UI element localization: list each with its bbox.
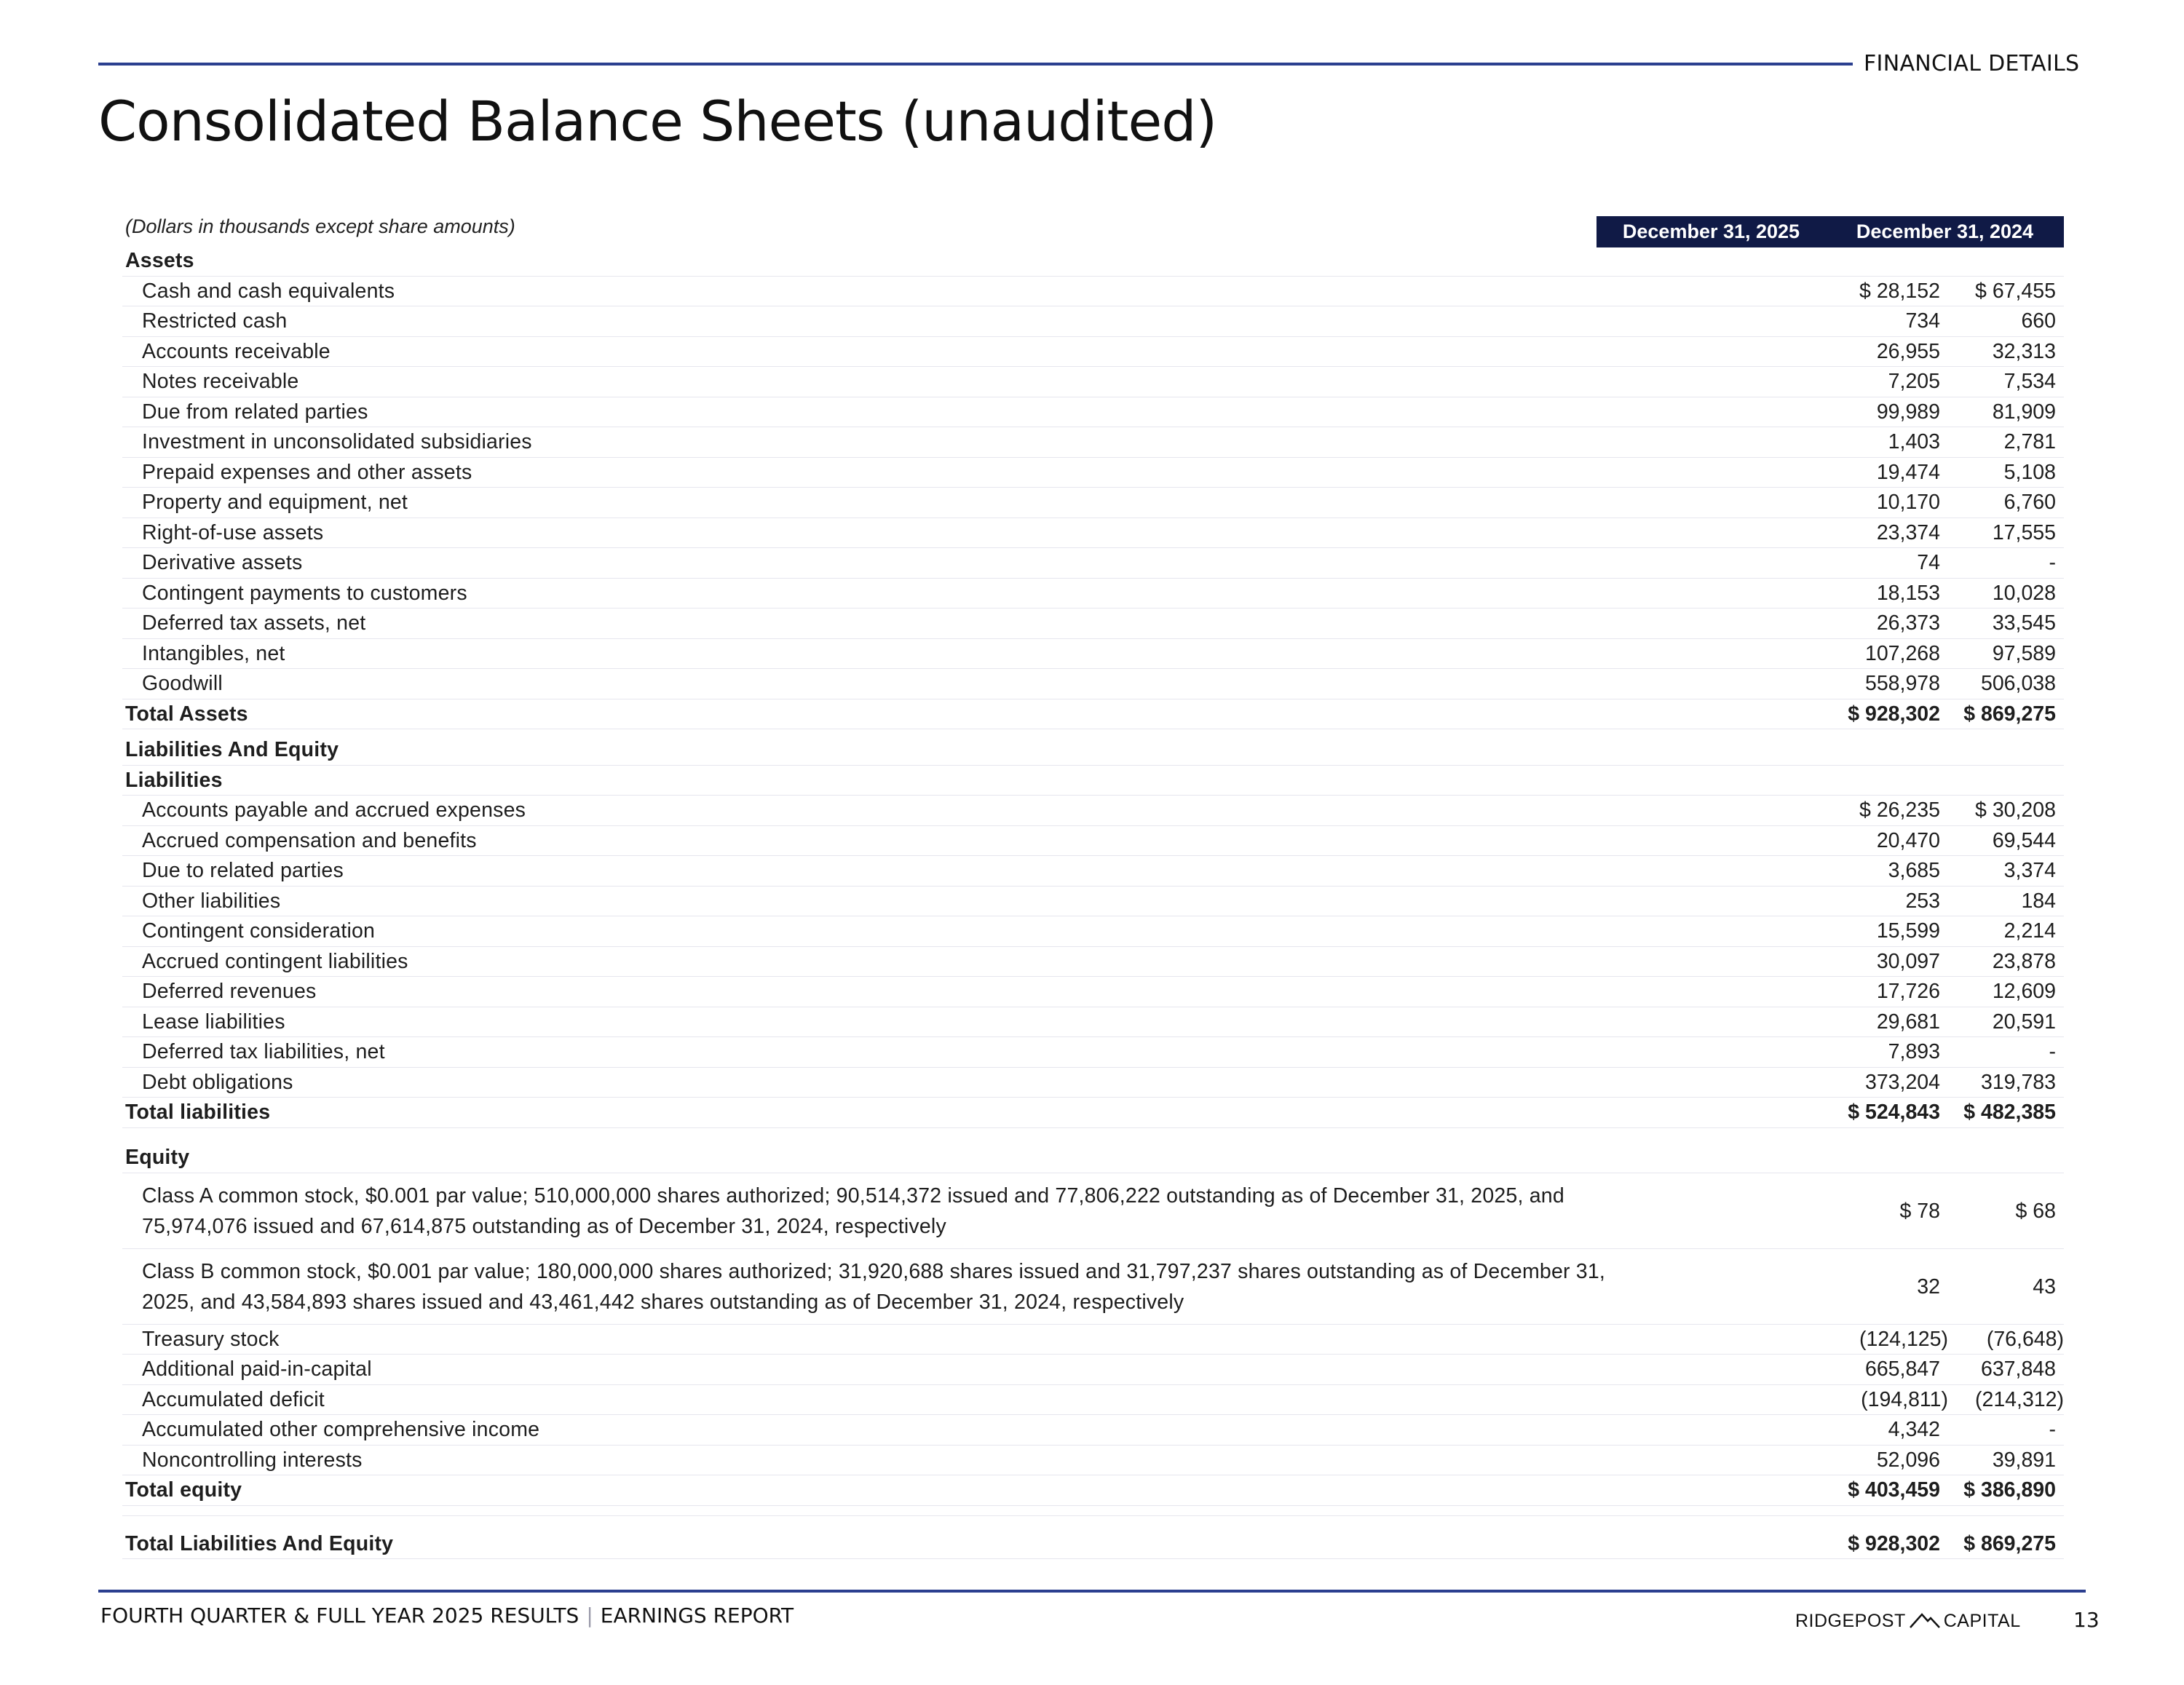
- table-row: [122, 856, 2064, 887]
- value-2025: 23,374: [1876, 520, 1940, 544]
- table-row: [122, 518, 2064, 549]
- value-2025: 7,893: [1888, 1040, 1940, 1063]
- grand-total-label: Total Liabilities And Equity: [125, 1531, 394, 1555]
- class-a-row: [122, 1173, 2064, 1249]
- liabilities-table: [122, 735, 2064, 1128]
- value-2025: 107,268: [1864, 641, 1940, 665]
- table-row: [122, 1415, 2064, 1446]
- brand-logo: [1795, 1611, 2021, 1634]
- value-2025: 253: [1905, 889, 1940, 913]
- value-2024: 3,374: [2003, 859, 2056, 882]
- row-label: Accumulated other comprehensive income: [142, 1418, 540, 1441]
- value-2025: 373,204: [1864, 1070, 1940, 1094]
- value-2024: 12,609: [1992, 980, 2056, 1003]
- row-label: Contingent consideration: [142, 919, 376, 943]
- footer-report: FOURTH QUARTER & FULL YEAR 2025 RESULTS: [100, 1603, 579, 1627]
- row-label: Investment in unconsolidated subsidiaries: [142, 430, 532, 453]
- total-assets-2024: $ 869,275: [1963, 702, 2056, 726]
- row-label: Noncontrolling interests: [142, 1448, 363, 1472]
- value-2025: 52,096: [1876, 1448, 1940, 1472]
- bottom-divider: [98, 1590, 2086, 1593]
- value-2025: 26,955: [1876, 339, 1940, 363]
- total-assets-label: Total Assets: [125, 702, 248, 726]
- table-row: [122, 1385, 2064, 1416]
- total-liabilities-label: Total liabilities: [125, 1101, 271, 1124]
- value-2024: (76,648): [1986, 1327, 2064, 1351]
- value-2025: $ 28,152: [1859, 279, 1940, 303]
- total-assets-2025: $ 928,302: [1848, 702, 1940, 726]
- value-2024: 17,555: [1992, 520, 2056, 544]
- value-2024: $ 30,208: [1975, 798, 2056, 822]
- page-title: Consolidated Balance Sheets (unaudited): [98, 89, 1217, 154]
- value-2024: 660: [2021, 309, 2056, 333]
- total-liabilities-row: [122, 1098, 2064, 1128]
- value-2025: (124,125): [1859, 1327, 1948, 1351]
- table-row: [122, 1446, 2064, 1476]
- value-2025: 74: [1917, 551, 1940, 574]
- class-b-2025: 32: [1917, 1274, 1940, 1299]
- value-2024: -: [2049, 1418, 2056, 1441]
- row-label: Intangibles, net: [142, 641, 285, 665]
- section-label: FINANCIAL DETAILS: [1864, 51, 2080, 76]
- value-2025: 665,847: [1864, 1357, 1940, 1381]
- table-row: [122, 548, 2064, 579]
- liabilities-equity-heading-row: [122, 735, 2064, 766]
- class-a-2025: $ 78: [1899, 1199, 1940, 1223]
- row-label: Accrued compensation and benefits: [142, 828, 477, 852]
- row-label: Deferred revenues: [142, 980, 317, 1003]
- value-2024: 32,313: [1992, 339, 2056, 363]
- total-equity-label: Total equity: [125, 1478, 242, 1502]
- table-row: [122, 1068, 2064, 1098]
- liabilities-heading: Liabilities: [125, 768, 223, 792]
- class-a-label: Class A common stock, $0.001 par value; 510,000,000 shares authorized; 90,514,372 issued and 77,806,222 outstanding as of December 31, 2025, and 75,974,076 issued and 67,614,875 outstanding as of December 31, 2024, respectively: [142, 1184, 1564, 1238]
- value-2025: $ 26,235: [1859, 798, 1940, 822]
- value-2024: -: [2049, 551, 2056, 574]
- table-row: [122, 427, 2064, 458]
- table-row: [122, 1037, 2064, 1068]
- row-label: Cash and cash equivalents: [142, 279, 395, 303]
- table-row: [122, 397, 2064, 428]
- value-2025: 99,989: [1876, 400, 1940, 424]
- page-number: 13: [2073, 1608, 2100, 1632]
- row-label: Additional paid-in-capital: [142, 1357, 372, 1381]
- class-b-label: Class B common stock, $0.001 par value; 180,000,000 shares authorized; 31,920,688 shares issued and 31,797,237 shares outstanding as of December 31, 2025, and 43,584,893 shares issued and 43,461,442 shares outstanding as of December 31, 2024, respectively: [142, 1259, 1606, 1314]
- value-2024: 2,781: [2003, 430, 2056, 453]
- brand-left: RIDGEPOST: [1795, 1611, 1906, 1631]
- liabilities-equity-heading: Liabilities And Equity: [125, 738, 339, 761]
- row-label: Accounts payable and accrued expenses: [142, 798, 526, 822]
- value-2025: (194,811): [1861, 1387, 1948, 1411]
- value-2024: (214,312): [1974, 1387, 2064, 1411]
- value-2025: 4,342: [1888, 1418, 1940, 1441]
- value-2025: 26,373: [1876, 611, 1940, 635]
- value-2024: 69,544: [1992, 828, 2056, 852]
- value-2024: $ 67,455: [1975, 279, 2056, 303]
- total-equity-row: [122, 1475, 2064, 1506]
- assets-table: [122, 246, 2064, 729]
- table-row: [122, 608, 2064, 639]
- column-header-2025: December 31, 2025: [1597, 216, 1826, 247]
- value-2025: 18,153: [1876, 581, 1940, 605]
- value-2024: 10,028: [1992, 581, 2056, 605]
- row-label: Due from related parties: [142, 400, 368, 424]
- total-assets-row: [122, 699, 2064, 730]
- footer-doc-type: EARNINGS REPORT: [600, 1603, 794, 1627]
- value-2024: 319,783: [1980, 1070, 2056, 1094]
- row-label: Prepaid expenses and other assets: [142, 460, 472, 484]
- value-2024: 506,038: [1980, 672, 2056, 695]
- table-row: [122, 916, 2064, 947]
- table-row: [122, 458, 2064, 488]
- assets-heading: Assets: [125, 249, 194, 272]
- class-a-2024: $ 68: [2015, 1199, 2056, 1223]
- row-label: Accounts receivable: [142, 339, 331, 363]
- table-row: [122, 1007, 2064, 1038]
- row-label: Goodwill: [142, 672, 223, 695]
- assets-heading-row: [122, 246, 2064, 277]
- row-label: Accumulated deficit: [142, 1387, 325, 1411]
- row-label: Restricted cash: [142, 309, 288, 333]
- value-2025: 19,474: [1876, 460, 1940, 484]
- footer-report-title: [100, 1603, 794, 1627]
- column-header-2024: December 31, 2024: [1826, 216, 2064, 247]
- value-2025: 10,170: [1876, 491, 1940, 514]
- row-label: Property and equipment, net: [142, 491, 408, 514]
- value-2024: 184: [2021, 889, 2056, 913]
- total-equity-2025: $ 403,459: [1848, 1478, 1940, 1502]
- value-2025: 15,599: [1876, 919, 1940, 943]
- value-2025: 17,726: [1876, 980, 1940, 1003]
- table-row: [122, 579, 2064, 609]
- value-2024: 5,108: [2003, 460, 2056, 484]
- row-label: Lease liabilities: [142, 1010, 285, 1034]
- table-row: [122, 277, 2064, 307]
- table-row: [122, 796, 2064, 826]
- row-label: Other liabilities: [142, 889, 281, 913]
- row-label: Right-of-use assets: [142, 520, 324, 544]
- table-row: [122, 1355, 2064, 1385]
- row-label: Due to related parties: [142, 859, 344, 882]
- value-2025: 20,470: [1876, 828, 1940, 852]
- value-2024: 6,760: [2003, 491, 2056, 514]
- grand-total-2025: $ 928,302: [1848, 1531, 1940, 1555]
- value-2025: 7,205: [1888, 370, 1940, 393]
- value-2025: 734: [1905, 309, 1940, 333]
- value-2025: 30,097: [1876, 949, 1940, 973]
- grand-total-2024: $ 869,275: [1963, 1531, 2056, 1555]
- value-2025: 1,403: [1888, 430, 1940, 453]
- row-label: Deferred tax assets, net: [142, 611, 366, 635]
- mountain-peak-icon: [1909, 1611, 1941, 1634]
- class-b-2024: 43: [2033, 1274, 2056, 1299]
- total-liabilities-2024: $ 482,385: [1963, 1101, 2056, 1124]
- table-row: [122, 337, 2064, 368]
- spacer-row: [122, 1506, 2064, 1516]
- table-row: [122, 367, 2064, 397]
- table-row: [122, 639, 2064, 670]
- value-2024: 33,545: [1992, 611, 2056, 635]
- total-liabilities-2025: $ 524,843: [1848, 1101, 1940, 1124]
- value-2024: 7,534: [2003, 370, 2056, 393]
- table-row: [122, 887, 2064, 917]
- table-row: [122, 977, 2064, 1007]
- row-label: Contingent payments to customers: [142, 581, 467, 605]
- value-2025: 29,681: [1876, 1010, 1940, 1034]
- row-label: Treasury stock: [142, 1327, 280, 1351]
- table-row: [122, 669, 2064, 699]
- row-label: Notes receivable: [142, 370, 299, 393]
- table-row: [122, 1325, 2064, 1355]
- value-2024: 97,589: [1992, 641, 2056, 665]
- value-2024: 39,891: [1992, 1448, 2056, 1472]
- value-2024: 637,848: [1980, 1357, 2056, 1381]
- row-label: Debt obligations: [142, 1070, 293, 1094]
- table-row: [122, 947, 2064, 978]
- equity-heading-row: [122, 1143, 2064, 1173]
- equity-heading: Equity: [125, 1146, 190, 1169]
- table-row: [122, 488, 2064, 518]
- value-2024: 20,591: [1992, 1010, 2056, 1034]
- row-label: Deferred tax liabilities, net: [142, 1040, 385, 1063]
- row-label: Accrued contingent liabilities: [142, 949, 408, 973]
- liabilities-heading-row: [122, 766, 2064, 796]
- table-row: [122, 306, 2064, 337]
- grand-total-row: [122, 1529, 2064, 1560]
- value-2024: 23,878: [1992, 949, 2056, 973]
- value-2024: -: [2049, 1040, 2056, 1063]
- value-2024: 81,909: [1992, 400, 2056, 424]
- equity-table: [122, 1143, 2064, 1559]
- table-row: [122, 826, 2064, 857]
- class-b-row: [122, 1249, 2064, 1325]
- units-note: (Dollars in thousands except share amounts): [125, 215, 515, 237]
- value-2025: 3,685: [1888, 859, 1940, 882]
- footer-separator: |: [586, 1603, 593, 1627]
- value-2025: 558,978: [1864, 672, 1940, 695]
- total-equity-2024: $ 386,890: [1963, 1478, 2056, 1502]
- top-divider: [98, 63, 1853, 66]
- row-label: Derivative assets: [142, 551, 303, 574]
- value-2024: 2,214: [2003, 919, 2056, 943]
- brand-right: CAPITAL: [1943, 1611, 2021, 1631]
